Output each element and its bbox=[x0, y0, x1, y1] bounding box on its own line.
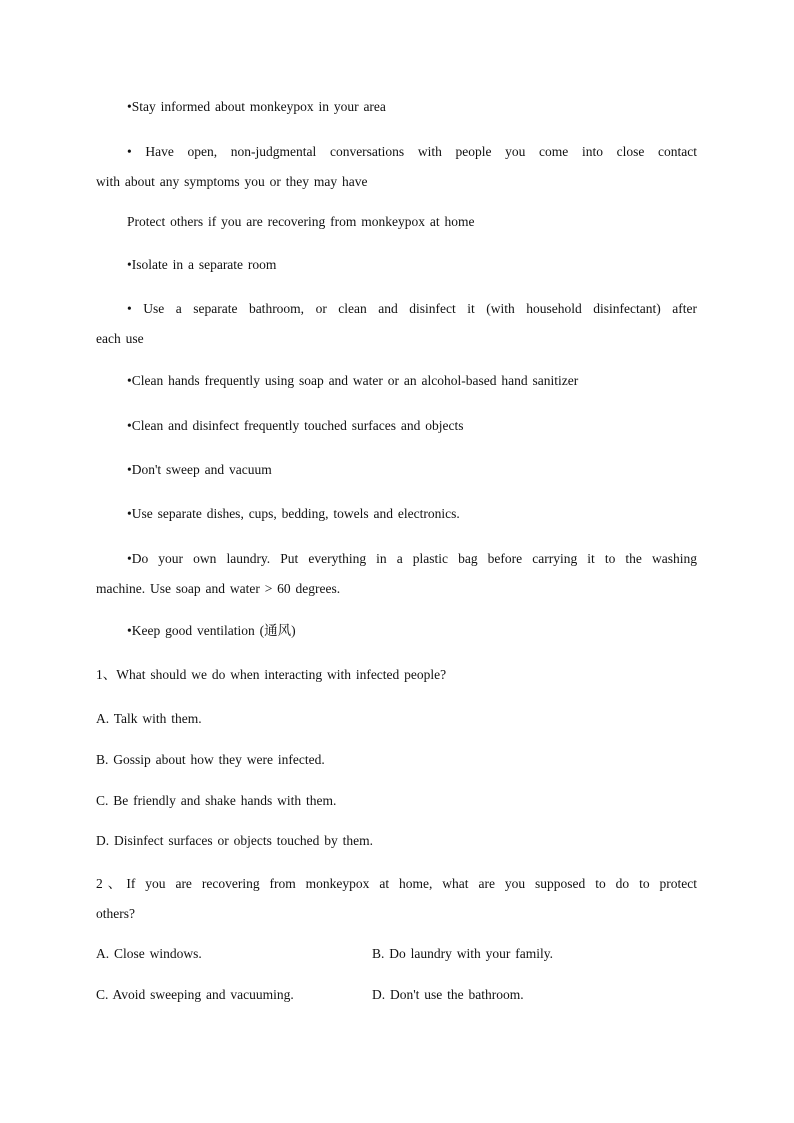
question-2-option-a: A. Close windows. bbox=[96, 946, 202, 961]
bullet-ventilation: •Keep good ventilation (通风) bbox=[127, 623, 296, 638]
bullet-isolate: •Isolate in a separate room bbox=[127, 257, 277, 272]
bullet-dont-sweep: •Don't sweep and vacuum bbox=[127, 462, 272, 477]
bullet-stay-informed: •Stay informed about monkeypox in your area bbox=[127, 99, 386, 114]
bullet-open-conversations-cont: with about any symptoms you or they may have bbox=[96, 174, 368, 189]
question-1-option-c: C. Be friendly and shake hands with them. bbox=[96, 793, 337, 808]
question-2-option-b: B. Do laundry with your family. bbox=[372, 946, 553, 961]
question-1-option-b: B. Gossip about how they were infected. bbox=[96, 752, 325, 767]
question-2-option-c: C. Avoid sweeping and vacuuming. bbox=[96, 987, 294, 1002]
question-2-option-d: D. Don't use the bathroom. bbox=[372, 987, 524, 1002]
bullet-separate-bathroom: • Use a separate bathroom, or clean and disinfect it (with household disinfectant) after bbox=[127, 301, 697, 316]
bullet-separate-bathroom-cont: each use bbox=[96, 331, 144, 346]
protect-others-heading: Protect others if you are recovering from monkeypox at home bbox=[127, 214, 475, 229]
question-1-option-d: D. Disinfect surfaces or objects touched by them. bbox=[96, 833, 374, 848]
bullet-laundry-cont: machine. Use soap and water > 60 degrees. bbox=[96, 581, 341, 596]
question-1-option-a: A. Talk with them. bbox=[96, 711, 202, 726]
bullet-open-conversations: • Have open, non-judgmental conversations with people you come into close contact bbox=[127, 144, 697, 159]
bullet-separate-dishes: •Use separate dishes, cups, bedding, towels and electronics. bbox=[127, 506, 460, 521]
bullet-disinfect-surfaces: •Clean and disinfect frequently touched surfaces and objects bbox=[127, 418, 464, 433]
bullet-laundry: •Do your own laundry. Put everything in a plastic bag before carrying it to the washing bbox=[127, 551, 697, 566]
question-2-stem-cont: others? bbox=[96, 906, 135, 921]
question-1-stem: 1、What should we do when interacting with infected people? bbox=[96, 667, 447, 682]
question-2-stem: 2、If you are recovering from monkeypox at home, what are you supposed to do to protect bbox=[96, 876, 697, 891]
bullet-clean-hands: •Clean hands frequently using soap and water or an alcohol-based hand sanitizer bbox=[127, 373, 579, 388]
